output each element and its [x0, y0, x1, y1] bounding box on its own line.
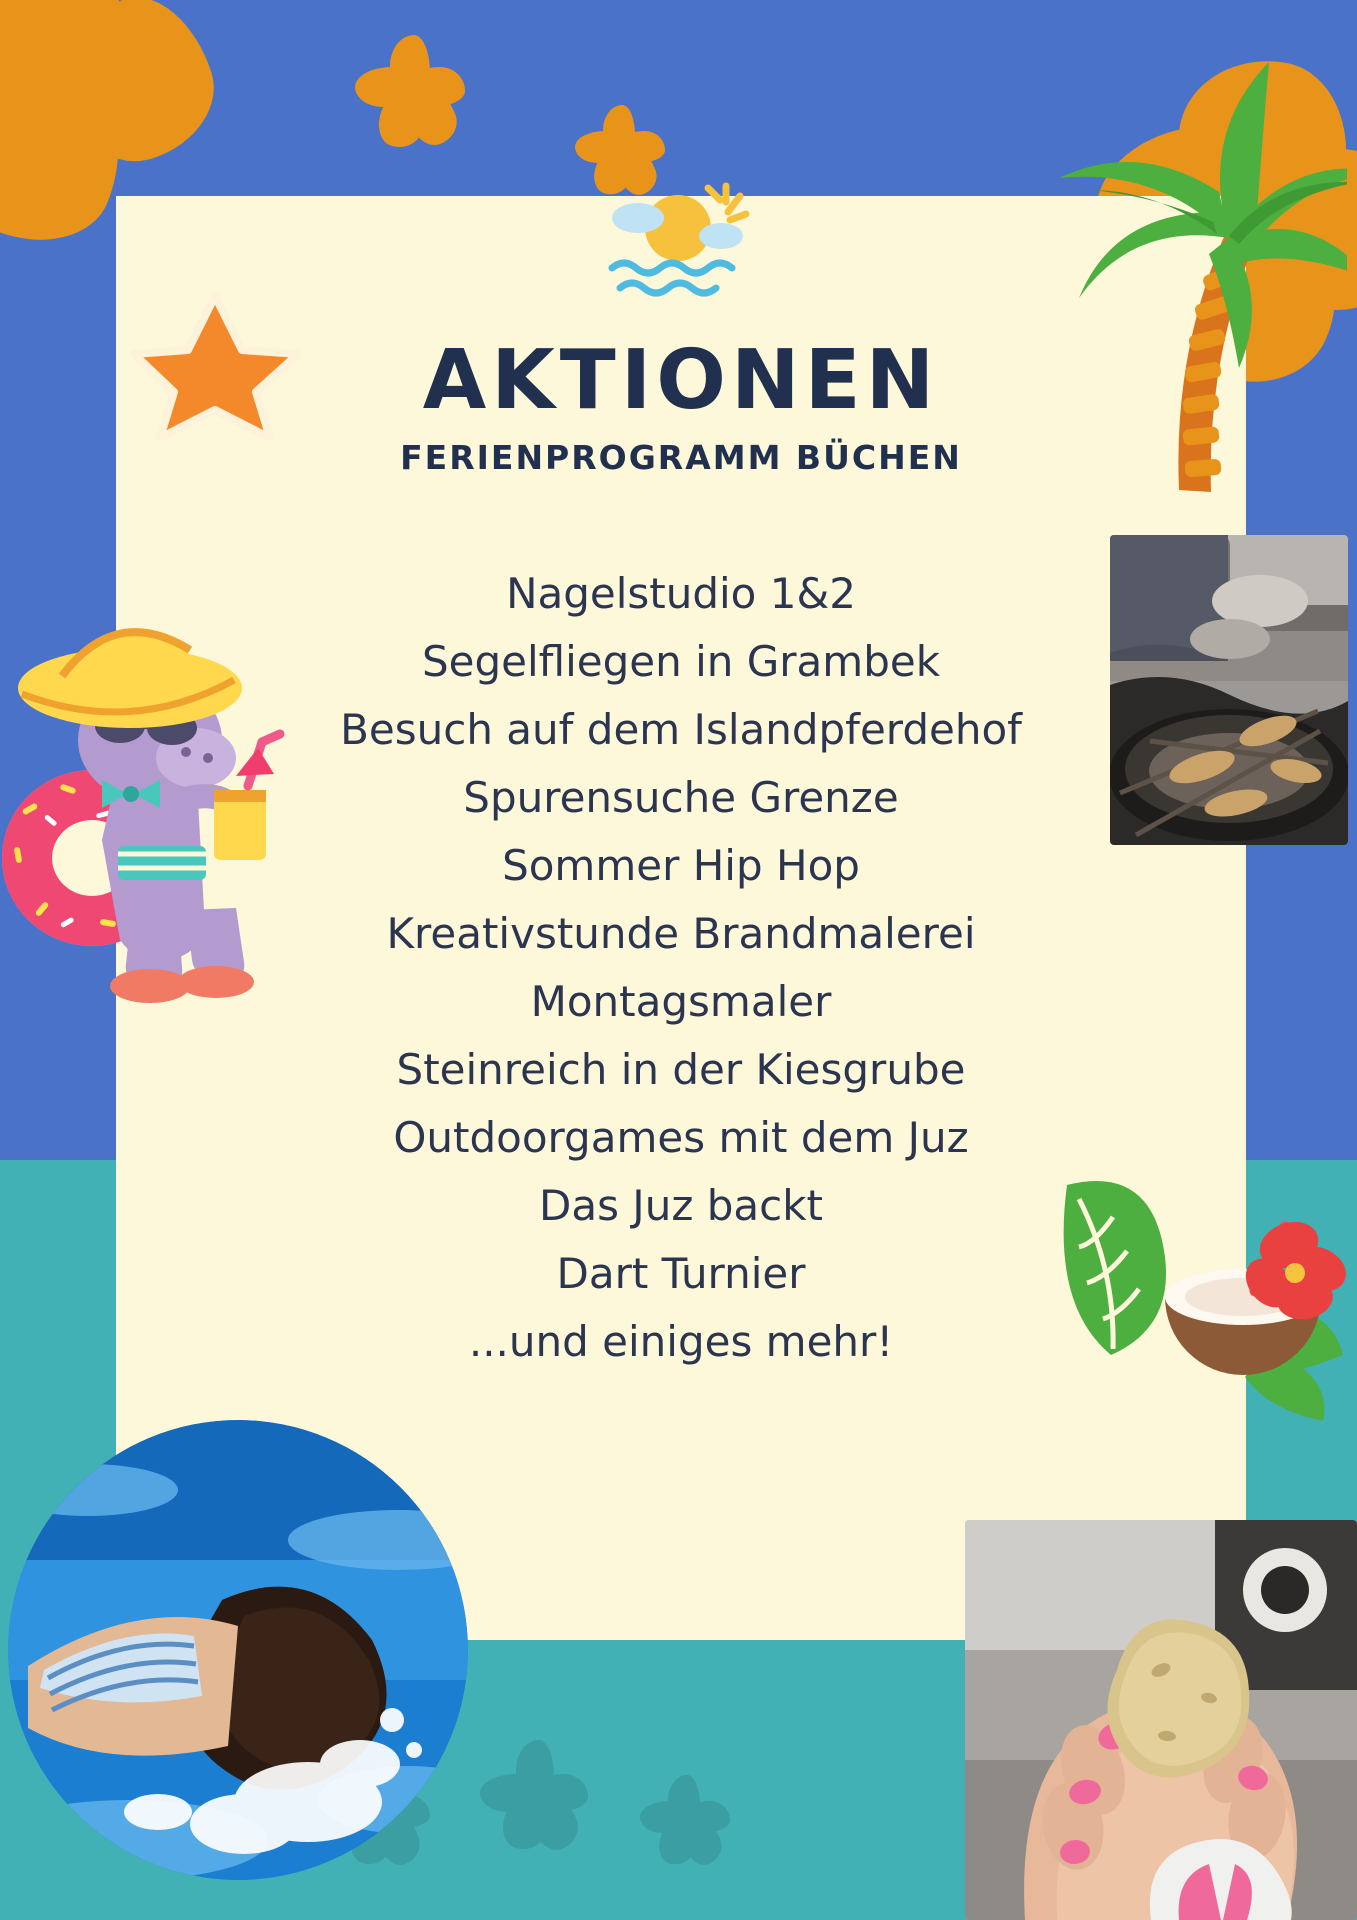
- list-item: Kreativstunde Brandmalerei: [386, 909, 976, 959]
- list-item: Steinreich in der Kiesgrube: [396, 1045, 966, 1095]
- list-item: Segelfliegen in Grambek: [421, 637, 941, 687]
- flower-blob-icon: [640, 1775, 730, 1865]
- page-subtitle: FERIENPROGRAMM BÜCHEN: [400, 438, 962, 477]
- campfire-bread-photo: [1110, 535, 1348, 845]
- list-item: Dart Turnier: [556, 1249, 806, 1299]
- swimming-pool-photo: [8, 1420, 468, 1880]
- potato-hands-photo: [965, 1520, 1357, 1920]
- list-item: Besuch auf dem Islandpferdehof: [340, 705, 1022, 755]
- list-item: Das Juz backt: [539, 1181, 823, 1231]
- list-item: ...und einiges mehr!: [468, 1317, 894, 1367]
- activity-list: [176, 560, 1186, 1376]
- sun-beach-icon: [590, 180, 770, 310]
- list-item: Spurensuche Grenze: [463, 773, 899, 823]
- flower-blob-icon: [355, 35, 465, 145]
- flower-blob-icon: [480, 1740, 590, 1850]
- list-item: Montagsmaler: [530, 977, 832, 1027]
- list-item: Sommer Hip Hop: [502, 841, 860, 891]
- list-item: Outdoorgames mit dem Juz: [393, 1113, 969, 1163]
- title-block: [116, 333, 1246, 477]
- page-title: AKTIONEN: [422, 333, 940, 428]
- list-item: Nagelstudio 1&2: [506, 569, 856, 618]
